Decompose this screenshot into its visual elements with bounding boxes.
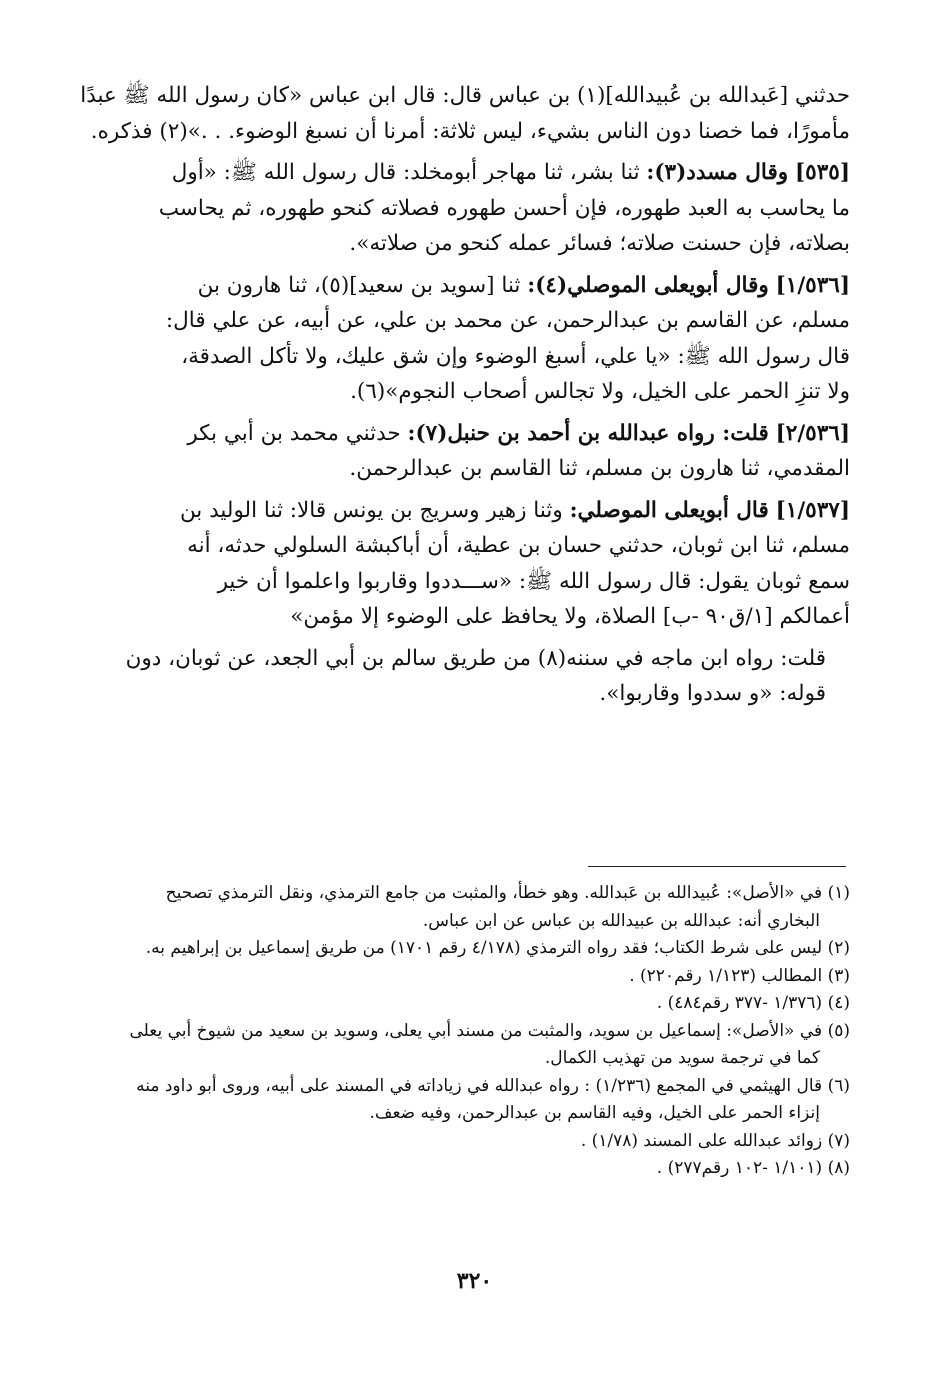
hadith-535 bbox=[78, 155, 850, 262]
text-line: أعمالكم [١/ق٩٠ -ب] الصلاة، ولا يحافظ على الوضوء إلا مؤمن» bbox=[290, 604, 850, 629]
hadith-537-1 bbox=[78, 493, 850, 635]
text-line: [٥٣٥] وقال مسدد(٣): ثنا بشر، ثنا مهاجر أبومخلد: قال رسول الله ﷺ: «أول bbox=[171, 160, 850, 185]
footnote-separator bbox=[588, 866, 846, 867]
hadith-536-1 bbox=[78, 268, 850, 410]
footnote-label: (٤) bbox=[827, 993, 850, 1013]
text-line: [١/٥٣٦] وقال أبويعلى الموصلي(٤): ثنا [سويد بن سعيد](٥)، ثنا هارون بن bbox=[197, 272, 850, 298]
hadith-lead: وقال مسدد(٣): bbox=[646, 160, 789, 185]
text-line: مسلم، ثنا ابن ثوبان، حدثني حسان بن عطية، أن أباكبشة السلولي حدثه، أنه bbox=[187, 533, 850, 558]
hadith-536-2 bbox=[78, 416, 850, 487]
footnote: (٣) المطالب (١/١٢٣ رقم٢٢٠) . bbox=[629, 965, 850, 986]
footnote-label: (٨) bbox=[827, 1158, 850, 1178]
text-line: قوله: «و سددوا وقاربوا». bbox=[599, 681, 826, 706]
text-line: ولا تنزِ الحمر على الخيل، ولا تجالس أصحاب النجوم»(٦). bbox=[350, 379, 850, 404]
text-line: بصلاته، فإن حسنت صلاته؛ فسائر عمله كنحو من صلاته». bbox=[349, 231, 850, 256]
footnotes bbox=[78, 880, 850, 1183]
paragraph-intro bbox=[78, 78, 850, 149]
text-line: [١/٥٣٧] قال أبويعلى الموصلي: وثنا زهير وسريج بن يونس قالا: ثنا الوليد بن bbox=[179, 497, 850, 523]
footnote: (٢) ليس على شرط الكتاب؛ فقد رواه الترمذي (٤/١٧٨ رقم ١٧٠١) من طريق إسماعيل بن إبراهيم به. bbox=[145, 938, 850, 958]
hadith-number: [١/٥٣٧] bbox=[775, 497, 850, 523]
footnote: (٦) قال الهيثمي في المجمع (١/٢٣٦) : رواه عبدالله في زياداته في المسند على أبيه، وروى أبو داود منه إنزاء الحمر على الخيل، وفيه القاسم بن عبدالرحمن، وفيه ضعف. bbox=[136, 1075, 850, 1123]
hadith-number: [٥٣٥] bbox=[794, 160, 850, 185]
text-line: قال رسول الله ﷺ: «يا علي، أسبغ الوضوء وإن شق عليك، ولا تأكل الصدقة، bbox=[181, 343, 850, 369]
footnote: (٥) في «الأصل»: إسماعيل بن سويد، والمثبت من مسند أبي يعلى، وسويد بن سعيد من شيوخ أبي يعلى كما في ترجمة سويد من تهذيب الكمال. bbox=[129, 1020, 850, 1068]
text-line: قلت: رواه ابن ماجه في سننه(٨) من طريق سالم بن أبي الجعد، عن ثوبان، دون bbox=[125, 645, 826, 671]
text-line: ما يحاسب به العبد طهوره، فإن أحسن طهوره فصلاته كنحو طهوره، ثم يحاسب bbox=[158, 195, 850, 221]
hadith-number: [٢/٥٣٦] bbox=[775, 420, 850, 446]
footnote-label: (٣) bbox=[827, 965, 850, 986]
page-number: ٣٢٠ bbox=[456, 1268, 493, 1294]
text-line: حدثني [عَبدالله بن عُبيدالله](١) بن عباس قال: قال ابن عباس «كان رسول الله ﷺ عبدًا bbox=[80, 83, 850, 108]
text-line: مسلم، عن القاسم بن عبدالرحمن، عن محمد بن علي، عن أبيه، عن علي قال: bbox=[165, 308, 850, 333]
commentary-paragraph bbox=[78, 641, 850, 712]
footnote-label: (٦) bbox=[827, 1075, 850, 1096]
footnote: (١) في «الأصل»: عُبيدالله بن عَبدالله. وهو خطأ، والمثبت من جامع الترمذي، ونقل الترمذي تصحيح البخاري أنه: عبدالله بن عبيدالله بن عباس عن ابن عباس. bbox=[165, 883, 850, 931]
text-line: مأمورًا، فما خصنا دون الناس بشيء، ليس ثلاثة: أمرنا أن نسبغ الوضوء. . .»(٢) فذكره. bbox=[90, 118, 850, 144]
text-line: المقدمي، ثنا هارون بن مسلم، ثنا القاسم بن عبدالرحمن. bbox=[349, 456, 850, 481]
hadith-lead: قلت: رواه عبدالله بن أحمد بن حنبل(٧): bbox=[407, 420, 769, 446]
footnote-label: (٥) bbox=[827, 1020, 850, 1041]
footnote-label: (٧) bbox=[827, 1130, 850, 1151]
text-line: سمع ثوبان يقول: قال رسول الله ﷺ: «ســـددوا وقاربوا واعلموا أن خير bbox=[217, 568, 850, 594]
footnote-label: (١) bbox=[827, 883, 850, 903]
hadith-lead: وقال أبويعلى الموصلي(٤): bbox=[527, 272, 769, 298]
text-line: [٢/٥٣٦] قلت: رواه عبدالله بن أحمد بن حنبل(٧): حدثني محمد بن أبي بكر bbox=[187, 420, 850, 446]
footnote: (٧) زوائد عبدالله على المسند (١/٧٨) . bbox=[580, 1130, 850, 1151]
hadith-number: [١/٥٣٦] bbox=[775, 272, 850, 298]
footnote-label: (٢) bbox=[827, 938, 850, 958]
footnote: (٤) (١/٣٧٦ -٣٧٧ رقم٤٨٤) . bbox=[656, 993, 850, 1013]
main-text bbox=[78, 78, 850, 718]
footnote: (٨) (١/١٠١ -١٠٢ رقم٢٧٧) . bbox=[656, 1158, 850, 1178]
hadith-lead: قال أبويعلى الموصلي: bbox=[569, 497, 769, 523]
